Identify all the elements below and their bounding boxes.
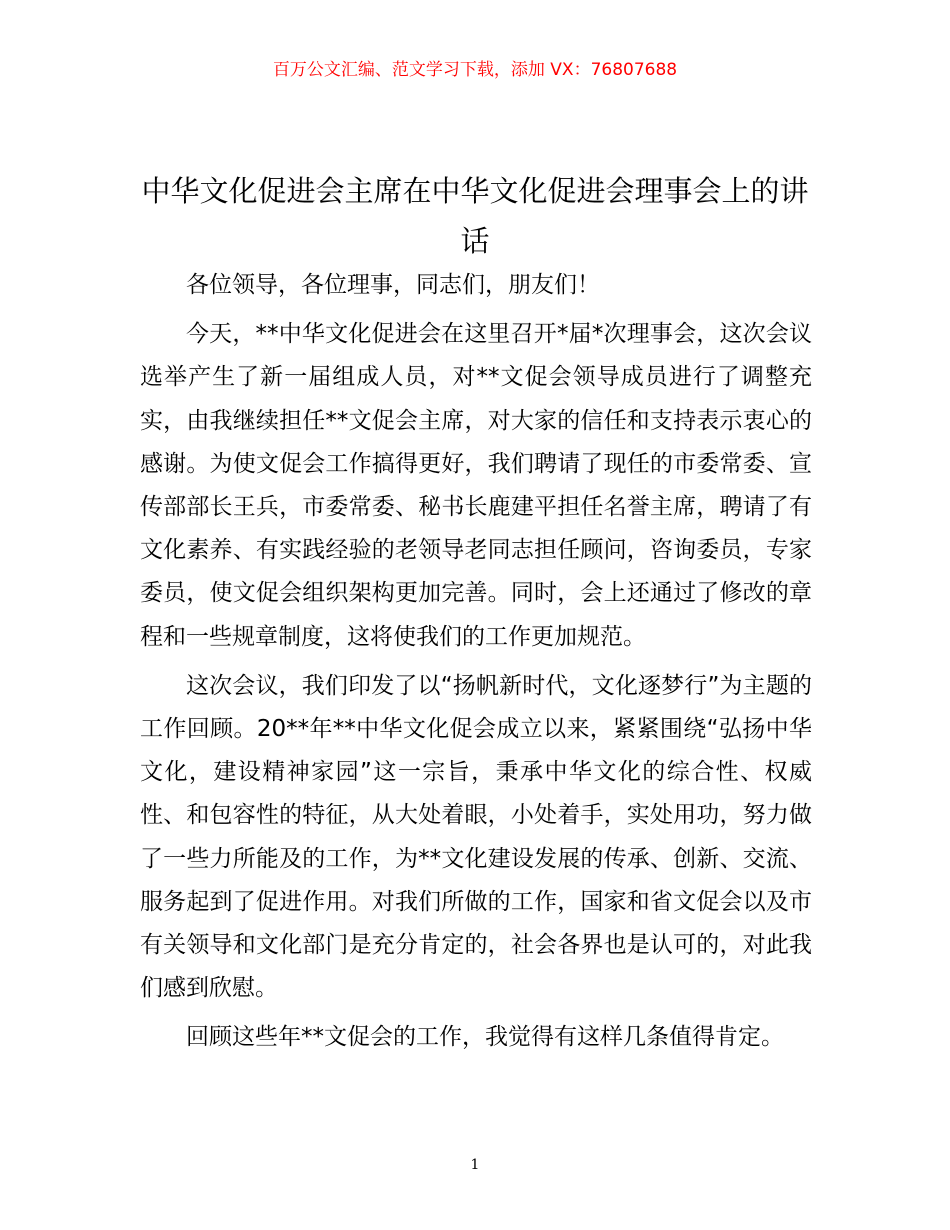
paragraph: 这次会议，我们印发了以“扬帆新时代，文化逐梦行”为主题的工作回顾。20**年**中华文化促会成立以来，紧紧围绕“弘扬中华文化，建设精神家园”这一宗旨，秉承中华文化的综合性、权威性、和包容性的特征，从大处着眼，小处着手，实处用功，努力做了一些力所能及的工作，为**文化建设发展的传承、创新、交流、服务起到了促进作用。对我们所做的工作，国家和省文促会以及市有关领导和文化部门是充分肯定的，社会各界也是认可的，对此我们感到欣慰。 bbox=[140, 672, 812, 1002]
header-watermark-note: 百万公文汇编、范文学习下载，添加 VX：76807688 bbox=[272, 60, 678, 80]
document-title: 中华文化促进会主席在中华文化促进会理事会上的讲话 bbox=[141, 174, 809, 258]
paragraph: 今天，**中华文化促进会在这里召开*届*次理事会，这次会议选举产生了新一届组成人员，对**文促会领导成员进行了调整充实，由我继续担任**文促会主席，对大家的信任和支持表示衷心的感谢。为使文促会工作搞得更好，我们聘请了现任的市委常委、宣传部部长王兵，市委常委、秘书长鹿建平担任名誉主席，聘请了有文化素养、有实践经验的老领导老同志担任顾问，咨询委员，专家委员，使文促会组织架构更加完善。同时，会上还通过了修改的章程和一些规章制度，这将使我们的工作更加规范。 bbox=[140, 321, 812, 650]
paragraph: 回顾这些年**文促会的工作，我觉得有这样几条值得肯定。 bbox=[186, 1024, 784, 1051]
document-body bbox=[140, 264, 812, 1060]
paragraph-greeting: 各位领导，各位理事，同志们，朋友们！ bbox=[186, 272, 600, 298]
page-number: 1 bbox=[470, 1157, 480, 1173]
